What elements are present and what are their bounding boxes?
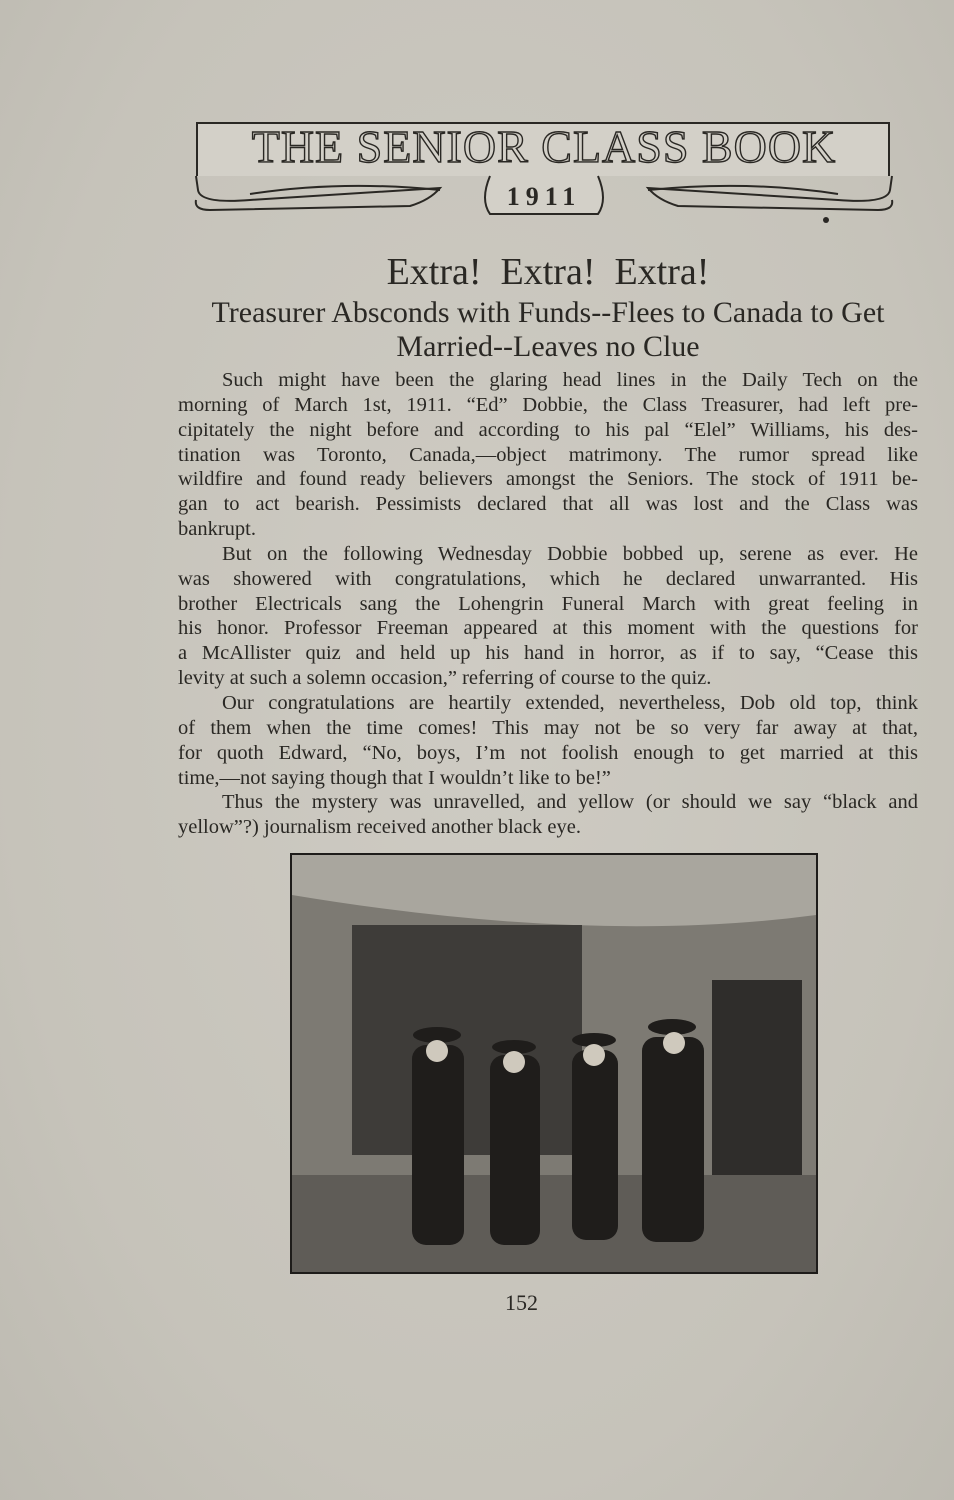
text-line: bankrupt. bbox=[178, 518, 256, 541]
paragraph bbox=[178, 691, 918, 790]
text-line: a McAllister quiz and held up his hand in horror, as if to say, “Cease this bbox=[178, 642, 918, 665]
headline: Extra! Extra! Extra! bbox=[386, 251, 710, 293]
banner-year: 1911 bbox=[506, 182, 582, 211]
text-line: cipitately the night before and according to his pal “Elel” Williams, his des- bbox=[178, 418, 918, 441]
photo-scene bbox=[292, 855, 816, 1272]
text-line: tination was Toronto, Canada,—object matrimony. The rumor spread like bbox=[178, 443, 918, 466]
text-line: of them when the time comes! This may not be so very far away at that, bbox=[178, 716, 918, 739]
article-body bbox=[178, 368, 918, 840]
text-line: yellow”?) journalism received another black eye. bbox=[178, 816, 581, 839]
text-line: his honor. Professor Freeman appeared at this moment with the questions for bbox=[178, 617, 918, 640]
text-line: for quoth Edward, “No, boys, I’m not foolish enough to get married at this bbox=[178, 741, 918, 764]
paragraph bbox=[178, 542, 918, 691]
text-line: morning of March 1st, 1911. “Ed” Dobbie, the Class Treasurer, had left pre- bbox=[178, 393, 918, 416]
text-line: Thus the mystery was unravelled, and yellow (or should we say “black and bbox=[222, 791, 918, 814]
text-line: was showered with congratulations, which he declared unwarranted. His bbox=[178, 567, 918, 590]
group-photograph bbox=[290, 853, 818, 1274]
text-line: wildfire and found ready believers amongst the Seniors. The stock of 1911 be- bbox=[178, 468, 918, 491]
text-line: But on the following Wednesday Dobbie bobbed up, serene as ever. He bbox=[222, 542, 918, 565]
subhead-line: Married--Leaves no Clue bbox=[396, 330, 700, 363]
text-line: levity at such a solemn occasion,” referring of course to the quiz. bbox=[178, 667, 712, 690]
subhead-line: Treasurer Absconds with Funds--Flees to Canada to Get bbox=[211, 296, 885, 329]
text-line: Our congratulations are heartily extended, nevertheless, Dob old top, think bbox=[222, 691, 918, 714]
text-line: gan to act bearish. Pessimists declared that all was lost and the Class was bbox=[178, 493, 918, 516]
text-line: time,—not saying though that I wouldn’t like to be!” bbox=[178, 766, 611, 789]
paragraph bbox=[178, 790, 918, 840]
paragraph bbox=[178, 368, 918, 542]
header-banner bbox=[190, 118, 898, 228]
text-line: Such might have been the glaring head lines in the Daily Tech on the bbox=[222, 369, 918, 391]
banner-title: THE SENIOR CLASS BOOK bbox=[251, 121, 837, 172]
text-line: brother Electricals sang the Lohengrin Funeral March with great feeling in bbox=[178, 592, 918, 615]
page-number: 152 bbox=[505, 1290, 538, 1315]
